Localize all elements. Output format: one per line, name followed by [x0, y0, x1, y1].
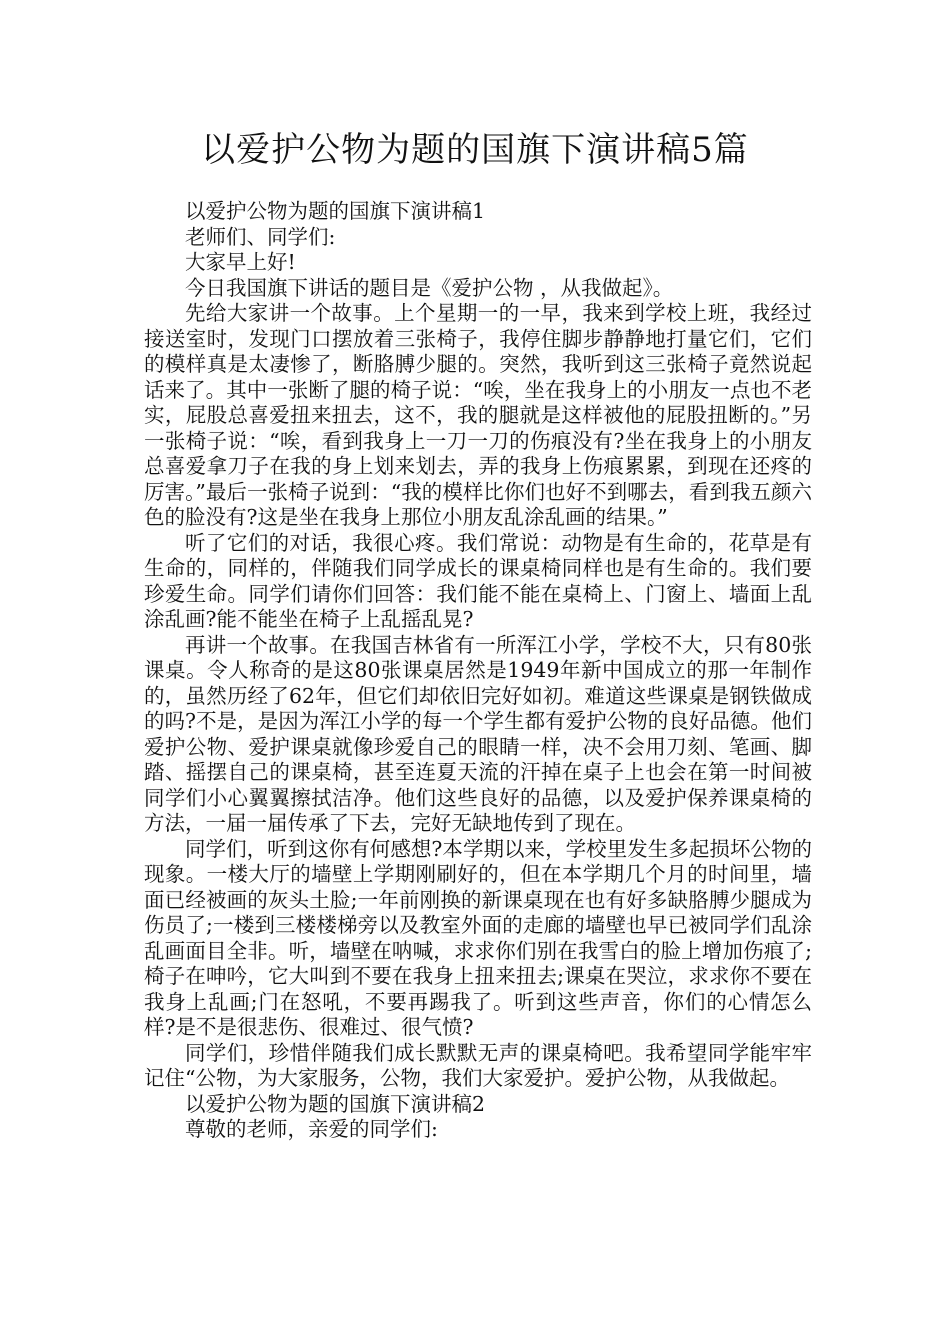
story-paragraph-2: 再讲一个故事。在我国吉林省有一所浑江小学，学校不大，只有80张课桌。令人称奇的是这80张课桌居然是1949年新中国成立的那一年制作的，虽然历经了62年，但它们却依旧完好如初。难道这些课桌是钢铁做成的吗?不是，是因为浑江小学的每一个学生都有爱护公物的良好品德。他们爱护公物、爱护课桌就像珍爱自己的眼睛一样，决不会用刀刻、笔画、脚踏、摇摆自己的课桌椅，甚至连夏天流的汗掉在桌子上也会在第一时间被同学们小心翼翼擦拭洁净。他们这些良好的品德，以及爱护保养课桌椅的方法，一届一届传承了下去，完好无缺地传到了现在。 — [144, 632, 812, 835]
story-paragraph-1: 先给大家讲一个故事。上个星期一的一早，我来到学校上班，我经过接送室时，发现门口摆放着三张椅子，我停住脚步静静地打量它们，它们的模样真是太凄惨了，断胳膊少腿的。突然，我听到这三张椅子竟然说起话来了。其中一张断了腿的椅子说：“唉，坐在我身上的小朋友一点也不老实，屁股总喜爱扭来扭去，这不，我的腿就是这样被他的屁股扭断的。”另一张椅子说：“唉，看到我身上一刀一刀的伤痕没有?坐在我身上的小朋友总喜爱拿刀子在我的身上划来划去，弄的我身上伤痕累累，到现在还疼的厉害。”最后一张椅子说到：“我的模样比你们也好不到哪去，看到我五颜六色的脸没有?这是坐在我身上那位小朋友乱涂乱画的结果。” — [144, 301, 812, 529]
document-body — [144, 199, 812, 1143]
greeting-paragraph: 大家早上好! — [185, 250, 296, 274]
school-situation-paragraph: 同学们，听到这你有何感想?本学期以来，学校里发生多起损坏公物的现象。一楼大厅的墙壁上学期刚刷好的，但在本学期几个月的时间里，墙面已经被画的灰头土脸;一年前刚换的新课桌现在也有好多缺胳膊少腿成为伤员了;一楼到三楼楼梯旁以及教室外面的走廊的墙壁也早已被同学们乱涂乱画面目全非。听，墙壁在呐喊，求求你们别在我雪白的脸上增加伤痕了;椅子在呻吟，它大叫到不要在我身上扭来扭去;课桌在哭泣，求求你不要在我身上乱画;门在怒吼，不要再踢我了。听到这些声音，你们的心情怎么样?是不是很悲伤、很难过、很气愤? — [144, 836, 812, 1039]
subtitle-speech-2: 以爱护公物为题的国旗下演讲稿2 — [185, 1091, 486, 1116]
reflection-paragraph: 听了它们的对话，我很心疼。我们常说：动物是有生命的，花草是有生命的，同样的，伴随我们同学成长的课桌椅同样也是有生命的。我们要珍爱生命。同学们请你们回答：我们能不能在桌椅上、门窗上、墙面上乱涂乱画?能不能坐在椅子上乱摇乱晃? — [144, 530, 812, 631]
topic-paragraph: 今日我国旗下讲话的题目是《爱护公物 ，从我做起》。 — [185, 275, 674, 300]
salutation-paragraph-2: 尊敬的老师，亲爱的同学们: — [185, 1117, 438, 1141]
document-title: 以爱护公物为题的国旗下演讲稿5篇 — [201, 130, 749, 170]
closing-paragraph: 同学们，珍惜伴随我们成长默默无声的课桌椅吧。我希望同学能牢牢记住“公物，为大家服务，公物，我们大家爱护。爱护公物，从我做起。 — [144, 1040, 812, 1090]
subtitle-speech-1: 以爱护公物为题的国旗下演讲稿1 — [185, 199, 486, 223]
salutation-paragraph: 老师们、同学们: — [185, 224, 336, 249]
